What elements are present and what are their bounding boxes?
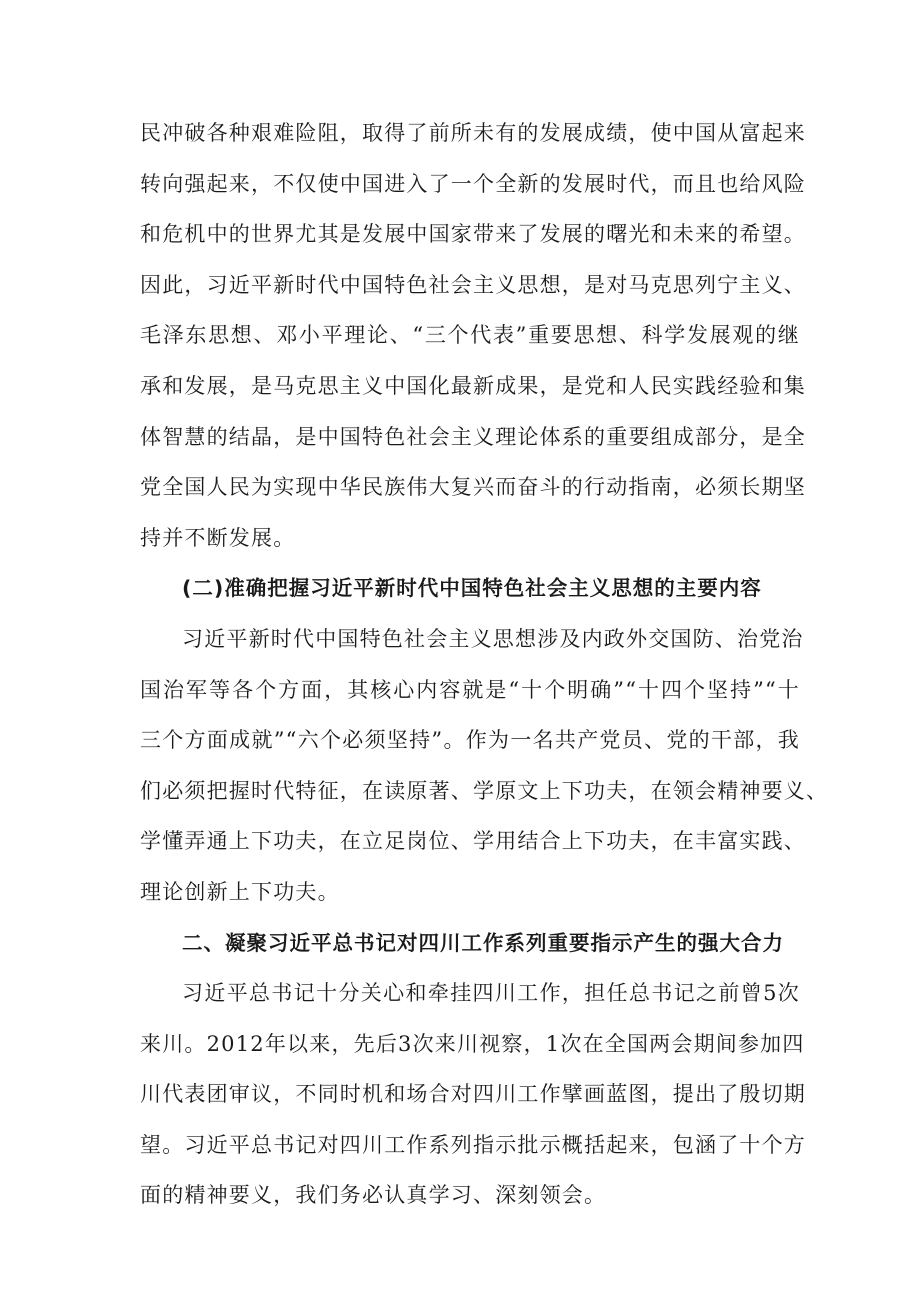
- text-line: 习近平总书记十分关心和牵挂四川工作，担任总书记之前曾5次: [182, 981, 800, 1006]
- text-line: 毛泽东思想、邓小平理论、“三个代表”重要思想、科学发展观的继: [140, 323, 800, 348]
- text-line: 面的精神要义，我们务必认真学习、深刻领会。: [140, 1183, 607, 1208]
- text-line: 体智慧的结晶，是中国特色社会主义理论体系的重要组成部分，是全: [140, 424, 806, 449]
- text-line: 习近平新时代中国特色社会主义思想涉及内政外交国防、治党治: [182, 626, 804, 651]
- text-line: 党全国人民为实现中华民族伟大复兴而奋斗的行动指南，必须长期坚: [140, 475, 806, 500]
- body-text: [140, 108, 829, 1221]
- section-heading: (二)准确把握习近平新时代中国特色社会主义思想的主要内容: [182, 576, 762, 601]
- text-line: 三个方面成就”“六个必须坚持”。作为一名共产党员、党的干部，我: [140, 728, 800, 753]
- text-line: 望。习近平总书记对四川工作系列指示批示概括起来，包涵了十个方: [140, 1132, 806, 1157]
- text-line: 因此，习近平新时代中国特色社会主义思想，是对马克思列宁主义、: [140, 272, 806, 297]
- text-line: 和危机中的世界尤其是发展中国家带来了发展的曙光和未来的希望。: [140, 222, 806, 247]
- text-line: 民冲破各种艰难险阻，取得了前所未有的发展成绩，使中国从富起来: [140, 121, 806, 145]
- text-line: 学懂弄通上下功夫，在立足岗位、学用结合上下功夫，在丰富实践、: [140, 829, 806, 854]
- text-line: 川代表团审议，不同时机和场合对四川工作擘画蓝图，提出了殷切期: [140, 1082, 806, 1107]
- section-heading: 二、凝聚习近平总书记对四川工作系列重要指示产生的强大合力: [182, 930, 784, 955]
- text-line: 转向强起来，不仅使中国进入了一个全新的发展时代，而且也给风险: [140, 171, 806, 196]
- text-line: 持并不断发展。: [140, 525, 296, 550]
- text-line: 们必须把握时代特征，在读原著、学原文上下功夫，在领会精神要义、: [140, 778, 829, 803]
- text-line: 承和发展，是马克思主义中国化最新成果，是党和人民实践经验和集: [140, 373, 806, 398]
- text-line: 来川。2012年以来，先后3次来川视察，1次在全国两会期间参加四: [140, 1031, 805, 1056]
- text-line: 理论创新上下功夫。: [140, 879, 340, 904]
- text-line: 国治军等各个方面，其核心内容就是“十个明确”“十四个坚持”“十: [140, 677, 800, 702]
